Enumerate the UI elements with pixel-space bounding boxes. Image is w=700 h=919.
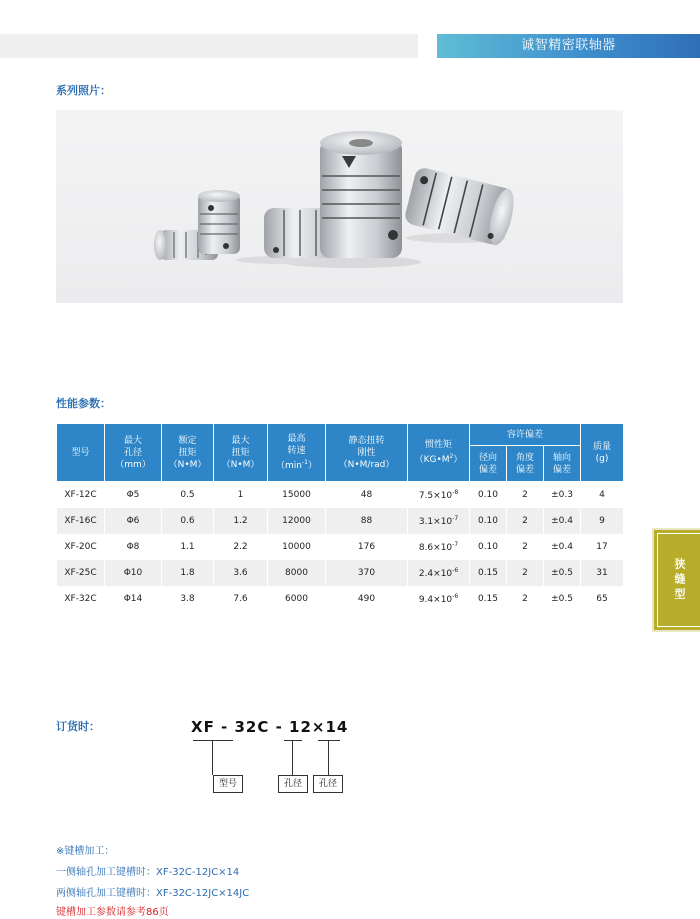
col-header-mass: 质量 (g) <box>581 424 624 482</box>
table-row: XF-16C Φ6 0.6 1.2 12000 88 $3.1\times 10^{-7}$ 0.10 2 ±0.4 9 <box>57 508 624 534</box>
col-header-max-bore: 最大 孔径 （mm） <box>105 424 162 482</box>
order-section-label: 订货时： <box>56 720 100 733</box>
side-tab-label: 狭缝型 <box>673 557 686 603</box>
header-title: 诚智精密联轴器 <box>437 34 700 58</box>
col-header-axial: 轴向 偏差 <box>544 446 581 482</box>
order-underline-bore2 <box>318 740 340 741</box>
order-box-bore1: 孔径 <box>278 775 308 793</box>
col-header-max-torque: 最大 扭矩 （N•M） <box>214 424 268 482</box>
order-underline-model <box>193 740 233 741</box>
col-header-radial: 径向 偏差 <box>470 446 507 482</box>
col-header-angular: 角度 偏差 <box>507 446 544 482</box>
table-row: XF-20C Φ8 1.1 2.2 10000 176 $8.6\times 10^{-7}$ 0.10 2 ±0.4 17 <box>57 534 624 560</box>
side-category-tab <box>652 528 700 632</box>
order-connector-model <box>212 740 213 775</box>
performance-table <box>56 423 624 612</box>
order-connector-bore1 <box>292 740 293 775</box>
keyway-reference: 键槽加工参数请参考86页 <box>56 907 169 918</box>
order-underline-bore1 <box>284 740 302 741</box>
order-box-bore2: 孔径 <box>313 775 343 793</box>
keyway-two-side: 两侧轴孔加工键槽时：XF-32C-12JC×14JC <box>56 888 250 899</box>
col-header-model: 型号 <box>57 424 105 482</box>
header-bar-left <box>0 34 418 58</box>
col-header-rated-torque: 额定 扭矩 （N•M） <box>162 424 214 482</box>
order-box-model: 型号 <box>213 775 243 793</box>
performance-section-label: 性能参数： <box>56 397 111 410</box>
col-header-static-stiffness: 静态扭转 刚性 （N•M/rad） <box>326 424 408 482</box>
table-row: XF-32C Φ14 3.8 7.6 6000 490 $9.4\times 10^{-6}$ 0.15 2 ±0.5 65 <box>57 586 624 612</box>
order-connector-bore2 <box>328 740 329 775</box>
keyway-one-side: 一侧轴孔加工键槽时：XF-32C-12JC×14 <box>56 867 240 878</box>
table-row: XF-12C Φ5 0.5 1 15000 48 $7.5\times 10^{-8}$ 0.10 2 ±0.3 4 <box>57 482 624 509</box>
keyway-title: ※键槽加工： <box>56 846 115 857</box>
col-header-tolerance: 容许偏差 <box>470 424 581 446</box>
product-photo <box>56 110 623 303</box>
photos-section-label: 系列照片： <box>56 84 111 97</box>
col-header-max-speed: 最高 转速 $(\min^{-1})$ <box>268 424 326 482</box>
table-row: XF-25C Φ10 1.8 3.6 8000 370 $2.4\times 10^{-6}$ 0.15 2 ±0.5 31 <box>57 560 624 586</box>
col-header-inertia: 惯性矩 $(KG•M^2)$ <box>408 424 470 482</box>
order-code-example: XF - 32C - 12×14 <box>191 718 349 736</box>
couplings-illustration <box>56 110 623 303</box>
